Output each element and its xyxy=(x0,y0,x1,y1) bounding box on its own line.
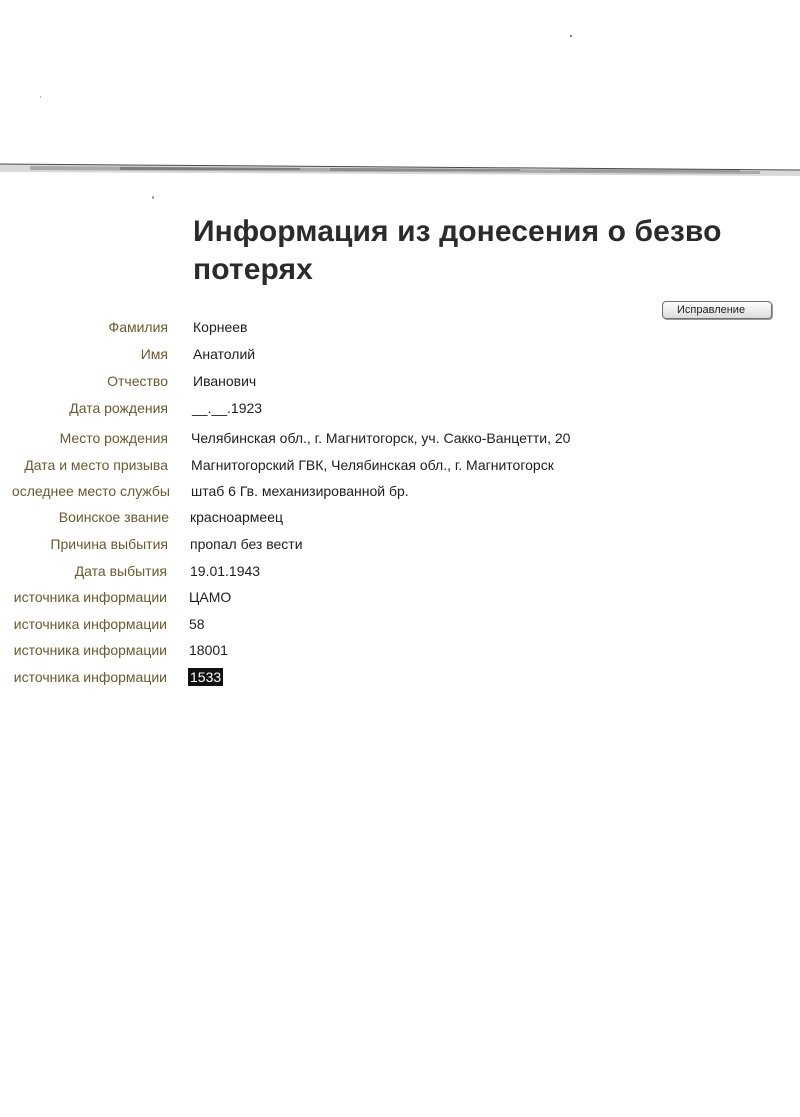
page-title xyxy=(193,213,800,289)
field-value-patronymic: Иванович xyxy=(193,373,257,389)
field-label-draft-info: Дата и место призыва xyxy=(24,457,168,473)
field-row-patronymic xyxy=(0,371,800,391)
field-value-last-service: штаб 6 Гв. механизированной бр. xyxy=(191,483,409,499)
field-value-birth-place: Челябинская обл., г. Магнитогорск, уч. Сакко-Ванцетти, 20 xyxy=(191,430,571,446)
scan-speck xyxy=(570,35,572,37)
field-label-birth-date: Дата рождения xyxy=(69,400,168,416)
field-label-surname: Фамилия xyxy=(108,319,168,335)
scan-edge-graphic xyxy=(0,162,800,176)
field-row-loss-date xyxy=(0,561,800,581)
field-label-rank: Воинское звание xyxy=(58,509,169,525)
field-label-patronymic: Отчество xyxy=(107,373,168,389)
field-row-birth-date xyxy=(0,398,800,418)
field-value-source-fund: 58 xyxy=(189,616,205,632)
field-label-loss-date: Дата выбытия xyxy=(74,563,167,579)
field-row-last-service xyxy=(0,481,800,501)
field-row-source-inventory xyxy=(0,640,800,660)
field-row-surname xyxy=(0,317,800,337)
field-value-source-archive: ЦАМО xyxy=(189,589,232,605)
scan-speck xyxy=(152,196,154,199)
field-value-source-inventory: 18001 xyxy=(189,642,228,658)
field-value-loss-reason: пропал без вести xyxy=(190,536,303,552)
correction-button[interactable]: Исправление xyxy=(662,301,772,319)
field-row-source-file xyxy=(0,667,800,687)
field-label-source-inventory: источника информации xyxy=(13,642,167,658)
field-value-draft-info: Магнитогорский ГВК, Челябинская обл., г. Магнитогорск xyxy=(191,457,554,473)
scan-page-edge xyxy=(0,162,800,176)
field-row-loss-reason xyxy=(0,534,800,554)
field-value-rank: красноармеец xyxy=(190,509,284,525)
field-value-loss-date: 19.01.1943 xyxy=(190,563,261,579)
field-label-last-service: оследнее место службы xyxy=(11,483,170,499)
field-row-first-name xyxy=(0,344,800,364)
field-value-surname: Корнеев xyxy=(193,319,248,335)
field-value-first-name: Анатолий xyxy=(193,346,256,362)
field-label-first-name: Имя xyxy=(140,346,168,362)
field-label-source-archive: источника информации xyxy=(13,589,167,605)
field-label-loss-reason: Причина выбытия xyxy=(50,536,168,552)
field-row-source-fund xyxy=(0,614,800,634)
field-row-rank xyxy=(0,507,800,527)
page-title-line-1: Информация из донесения о безво xyxy=(193,215,722,248)
field-value-birth-date: __.__.1923 xyxy=(192,400,263,416)
field-row-birth-place xyxy=(0,428,800,448)
field-label-source-file: источника информации xyxy=(13,669,167,685)
field-label-source-fund: источника информации xyxy=(13,616,167,632)
scan-speck xyxy=(40,96,41,98)
field-label-birth-place: Место рождения xyxy=(59,430,168,446)
field-row-draft-info xyxy=(0,455,800,475)
field-value-source-file[interactable]: 1533 xyxy=(190,669,222,685)
field-row-source-archive xyxy=(0,587,800,607)
page-title-line-2: потерях xyxy=(193,253,313,286)
